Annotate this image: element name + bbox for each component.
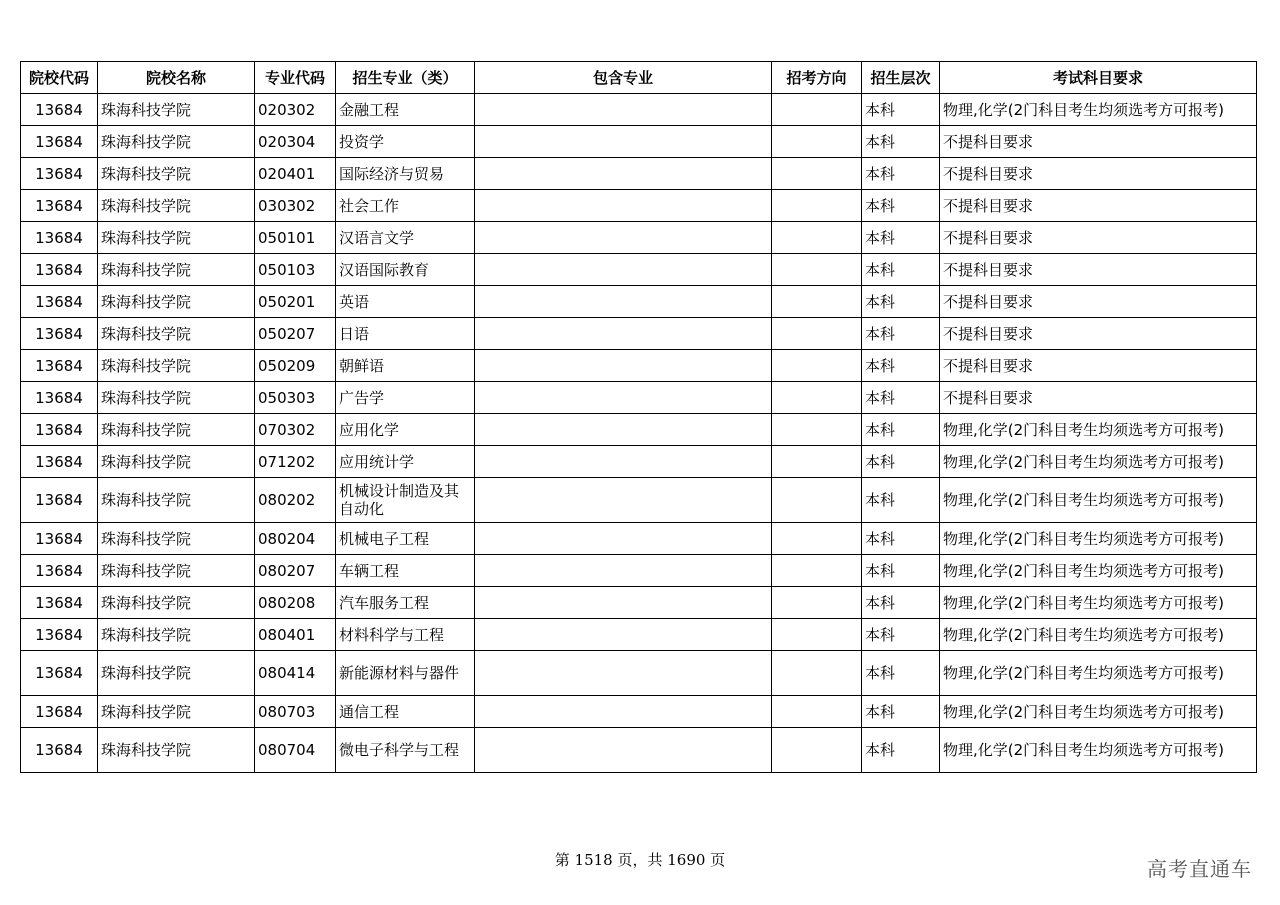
cell-included-majors xyxy=(475,651,772,696)
cell-level: 本科 xyxy=(862,382,940,414)
cell-school-code: 13684 xyxy=(21,414,98,446)
table-row xyxy=(21,446,1257,478)
cell-included-majors xyxy=(475,446,772,478)
cell-major-code: 050103 xyxy=(255,254,336,286)
cell-direction xyxy=(772,446,862,478)
cell-major-code: 020401 xyxy=(255,158,336,190)
cell-subject-requirements: 物理,化学(2门科目考生均须选考方可报考) xyxy=(940,523,1257,555)
cell-included-majors xyxy=(475,94,772,126)
cell-included-majors xyxy=(475,587,772,619)
header-direction: 招考方向 xyxy=(772,62,862,94)
cell-school-code: 13684 xyxy=(21,523,98,555)
cell-school-code: 13684 xyxy=(21,478,98,523)
cell-school-code: 13684 xyxy=(21,651,98,696)
cell-school-code: 13684 xyxy=(21,222,98,254)
table-row xyxy=(21,286,1257,318)
cell-major-code: 070302 xyxy=(255,414,336,446)
table-row xyxy=(21,318,1257,350)
cell-included-majors xyxy=(475,523,772,555)
cell-school-name: 珠海科技学院 xyxy=(98,523,255,555)
cell-direction xyxy=(772,222,862,254)
table-row xyxy=(21,619,1257,651)
table-row xyxy=(21,190,1257,222)
cell-direction xyxy=(772,651,862,696)
cell-included-majors xyxy=(475,478,772,523)
header-school-code: 院校代码 xyxy=(21,62,98,94)
cell-included-majors xyxy=(475,222,772,254)
cell-major-name: 应用化学 xyxy=(336,414,475,446)
cell-included-majors xyxy=(475,696,772,728)
cell-school-code: 13684 xyxy=(21,350,98,382)
cell-school-code: 13684 xyxy=(21,587,98,619)
table-row xyxy=(21,350,1257,382)
cell-subject-requirements: 不提科目要求 xyxy=(940,158,1257,190)
cell-major-code: 080703 xyxy=(255,696,336,728)
cell-subject-requirements: 物理,化学(2门科目考生均须选考方可报考) xyxy=(940,587,1257,619)
cell-school-name: 珠海科技学院 xyxy=(98,619,255,651)
cell-level: 本科 xyxy=(862,523,940,555)
cell-major-name: 新能源材料与器件 xyxy=(336,651,475,696)
cell-included-majors xyxy=(475,382,772,414)
cell-school-name: 珠海科技学院 xyxy=(98,94,255,126)
cell-school-name: 珠海科技学院 xyxy=(98,478,255,523)
cell-school-code: 13684 xyxy=(21,158,98,190)
cell-major-name: 汽车服务工程 xyxy=(336,587,475,619)
cell-major-name: 汉语言文学 xyxy=(336,222,475,254)
cell-subject-requirements: 物理,化学(2门科目考生均须选考方可报考) xyxy=(940,478,1257,523)
cell-direction xyxy=(772,414,862,446)
cell-included-majors xyxy=(475,350,772,382)
table-row xyxy=(21,728,1257,773)
cell-subject-requirements: 不提科目要求 xyxy=(940,382,1257,414)
table-row xyxy=(21,414,1257,446)
table-row xyxy=(21,222,1257,254)
table-row xyxy=(21,555,1257,587)
cell-direction xyxy=(772,382,862,414)
cell-direction xyxy=(772,350,862,382)
cell-school-name: 珠海科技学院 xyxy=(98,382,255,414)
cell-major-name: 日语 xyxy=(336,318,475,350)
header-level: 招生层次 xyxy=(862,62,940,94)
cell-level: 本科 xyxy=(862,94,940,126)
cell-school-name: 珠海科技学院 xyxy=(98,587,255,619)
cell-major-code: 050207 xyxy=(255,318,336,350)
cell-major-name: 应用统计学 xyxy=(336,446,475,478)
cell-direction xyxy=(772,523,862,555)
cell-subject-requirements: 不提科目要求 xyxy=(940,126,1257,158)
cell-major-code: 050101 xyxy=(255,222,336,254)
cell-level: 本科 xyxy=(862,696,940,728)
cell-direction xyxy=(772,555,862,587)
cell-major-name: 汉语国际教育 xyxy=(336,254,475,286)
cell-major-name: 机械设计制造及其自动化 xyxy=(336,478,475,523)
cell-school-name: 珠海科技学院 xyxy=(98,318,255,350)
cell-subject-requirements: 物理,化学(2门科目考生均须选考方可报考) xyxy=(940,651,1257,696)
cell-school-code: 13684 xyxy=(21,555,98,587)
cell-school-name: 珠海科技学院 xyxy=(98,446,255,478)
cell-school-name: 珠海科技学院 xyxy=(98,158,255,190)
cell-level: 本科 xyxy=(862,446,940,478)
cell-school-code: 13684 xyxy=(21,382,98,414)
cell-subject-requirements: 物理,化学(2门科目考生均须选考方可报考) xyxy=(940,728,1257,773)
cell-direction xyxy=(772,126,862,158)
cell-level: 本科 xyxy=(862,651,940,696)
table-row xyxy=(21,587,1257,619)
cell-major-name: 国际经济与贸易 xyxy=(336,158,475,190)
cell-level: 本科 xyxy=(862,619,940,651)
cell-school-code: 13684 xyxy=(21,286,98,318)
cell-school-name: 珠海科技学院 xyxy=(98,350,255,382)
cell-school-code: 13684 xyxy=(21,696,98,728)
header-major-code: 专业代码 xyxy=(255,62,336,94)
cell-subject-requirements: 物理,化学(2门科目考生均须选考方可报考) xyxy=(940,414,1257,446)
page-number: 第 1518 页，共 1690 页 xyxy=(554,851,726,869)
table-row xyxy=(21,651,1257,696)
header-row xyxy=(21,62,1257,94)
cell-major-name: 微电子科学与工程 xyxy=(336,728,475,773)
cell-level: 本科 xyxy=(862,286,940,318)
cell-subject-requirements: 物理,化学(2门科目考生均须选考方可报考) xyxy=(940,94,1257,126)
cell-level: 本科 xyxy=(862,222,940,254)
cell-included-majors xyxy=(475,414,772,446)
cell-school-code: 13684 xyxy=(21,94,98,126)
cell-included-majors xyxy=(475,190,772,222)
cell-level: 本科 xyxy=(862,350,940,382)
cell-major-code: 080704 xyxy=(255,728,336,773)
cell-school-name: 珠海科技学院 xyxy=(98,555,255,587)
table-row xyxy=(21,94,1257,126)
cell-school-code: 13684 xyxy=(21,190,98,222)
cell-school-name: 珠海科技学院 xyxy=(98,696,255,728)
cell-subject-requirements: 物理,化学(2门科目考生均须选考方可报考) xyxy=(940,555,1257,587)
cell-school-name: 珠海科技学院 xyxy=(98,286,255,318)
cell-school-code: 13684 xyxy=(21,619,98,651)
cell-subject-requirements: 物理,化学(2门科目考生均须选考方可报考) xyxy=(940,619,1257,651)
cell-level: 本科 xyxy=(862,478,940,523)
cell-level: 本科 xyxy=(862,555,940,587)
cell-level: 本科 xyxy=(862,318,940,350)
cell-major-name: 广告学 xyxy=(336,382,475,414)
cell-school-code: 13684 xyxy=(21,318,98,350)
cell-major-code: 050303 xyxy=(255,382,336,414)
cell-subject-requirements: 不提科目要求 xyxy=(940,350,1257,382)
cell-major-code: 080401 xyxy=(255,619,336,651)
cell-direction xyxy=(772,728,862,773)
cell-major-name: 投资学 xyxy=(336,126,475,158)
cell-major-name: 机械电子工程 xyxy=(336,523,475,555)
cell-school-name: 珠海科技学院 xyxy=(98,254,255,286)
cell-major-name: 英语 xyxy=(336,286,475,318)
cell-direction xyxy=(772,254,862,286)
cell-level: 本科 xyxy=(862,190,940,222)
cell-subject-requirements: 物理,化学(2门科目考生均须选考方可报考) xyxy=(940,696,1257,728)
cell-school-code: 13684 xyxy=(21,254,98,286)
table-row xyxy=(21,478,1257,523)
cell-major-code: 071202 xyxy=(255,446,336,478)
cell-major-name: 朝鲜语 xyxy=(336,350,475,382)
cell-subject-requirements: 不提科目要求 xyxy=(940,222,1257,254)
cell-major-name: 通信工程 xyxy=(336,696,475,728)
header-subject-requirements: 考试科目要求 xyxy=(940,62,1257,94)
cell-major-name: 金融工程 xyxy=(336,94,475,126)
cell-included-majors xyxy=(475,254,772,286)
cell-school-name: 珠海科技学院 xyxy=(98,414,255,446)
cell-direction xyxy=(772,190,862,222)
table-row xyxy=(21,523,1257,555)
table-row xyxy=(21,158,1257,190)
header-school-name: 院校名称 xyxy=(98,62,255,94)
cell-school-name: 珠海科技学院 xyxy=(98,126,255,158)
cell-subject-requirements: 不提科目要求 xyxy=(940,254,1257,286)
admissions-table xyxy=(20,61,1257,773)
cell-direction xyxy=(772,286,862,318)
table-row xyxy=(21,254,1257,286)
header-included-majors: 包含专业 xyxy=(475,62,772,94)
cell-subject-requirements: 不提科目要求 xyxy=(940,190,1257,222)
cell-level: 本科 xyxy=(862,126,940,158)
cell-school-name: 珠海科技学院 xyxy=(98,190,255,222)
cell-major-code: 080207 xyxy=(255,555,336,587)
cell-major-code: 080414 xyxy=(255,651,336,696)
cell-direction xyxy=(772,158,862,190)
table-row xyxy=(21,382,1257,414)
cell-major-code: 080202 xyxy=(255,478,336,523)
cell-included-majors xyxy=(475,318,772,350)
cell-school-code: 13684 xyxy=(21,446,98,478)
cell-major-code: 080208 xyxy=(255,587,336,619)
table-row xyxy=(21,696,1257,728)
cell-school-name: 珠海科技学院 xyxy=(98,728,255,773)
cell-level: 本科 xyxy=(862,158,940,190)
cell-major-code: 080204 xyxy=(255,523,336,555)
cell-direction xyxy=(772,696,862,728)
cell-major-code: 050201 xyxy=(255,286,336,318)
cell-major-code: 020302 xyxy=(255,94,336,126)
cell-level: 本科 xyxy=(862,254,940,286)
cell-included-majors xyxy=(475,158,772,190)
cell-major-name: 社会工作 xyxy=(336,190,475,222)
cell-included-majors xyxy=(475,555,772,587)
cell-major-name: 材料科学与工程 xyxy=(336,619,475,651)
cell-included-majors xyxy=(475,286,772,318)
cell-direction xyxy=(772,619,862,651)
cell-major-code: 020304 xyxy=(255,126,336,158)
cell-major-name: 车辆工程 xyxy=(336,555,475,587)
cell-included-majors xyxy=(475,728,772,773)
cell-subject-requirements: 不提科目要求 xyxy=(940,318,1257,350)
cell-direction xyxy=(772,478,862,523)
watermark: 高考直通车 xyxy=(1147,857,1252,881)
cell-level: 本科 xyxy=(862,587,940,619)
cell-major-code: 030302 xyxy=(255,190,336,222)
cell-school-name: 珠海科技学院 xyxy=(98,222,255,254)
table-row xyxy=(21,126,1257,158)
cell-included-majors xyxy=(475,126,772,158)
cell-school-code: 13684 xyxy=(21,126,98,158)
header-major-name: 招生专业（类） xyxy=(336,62,475,94)
table-body xyxy=(21,94,1257,773)
cell-direction xyxy=(772,94,862,126)
cell-school-name: 珠海科技学院 xyxy=(98,651,255,696)
cell-level: 本科 xyxy=(862,728,940,773)
cell-school-code: 13684 xyxy=(21,728,98,773)
cell-major-code: 050209 xyxy=(255,350,336,382)
cell-level: 本科 xyxy=(862,414,940,446)
cell-included-majors xyxy=(475,619,772,651)
cell-subject-requirements: 物理,化学(2门科目考生均须选考方可报考) xyxy=(940,446,1257,478)
cell-direction xyxy=(772,587,862,619)
cell-direction xyxy=(772,318,862,350)
cell-subject-requirements: 不提科目要求 xyxy=(940,286,1257,318)
